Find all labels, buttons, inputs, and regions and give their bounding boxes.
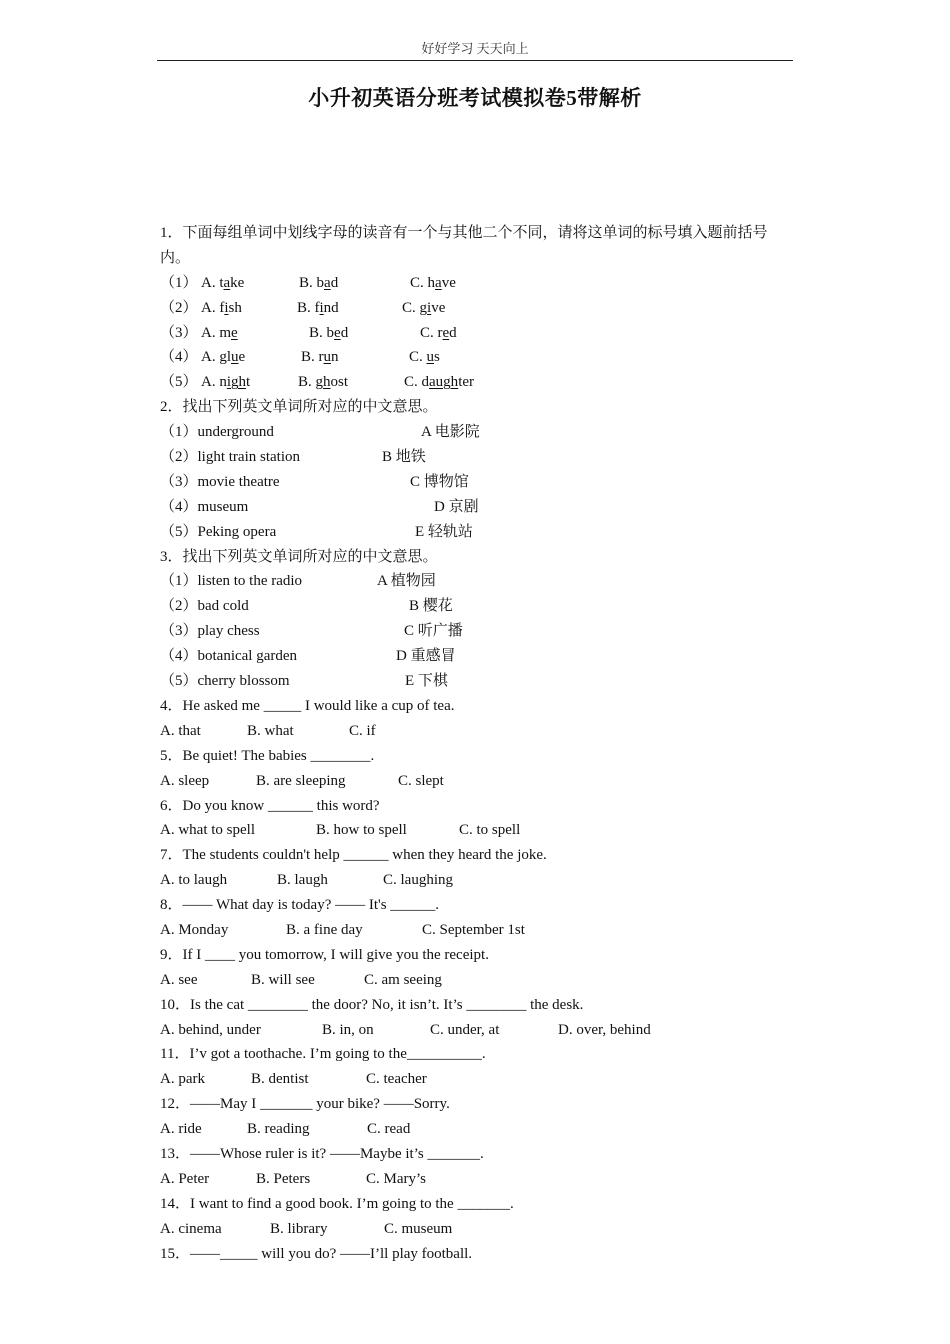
q3-row: （5）cherry blossom E 下棋 <box>160 673 448 690</box>
q3-row: （3）play chess C 听广播 <box>160 623 463 640</box>
question-options: A. behind, under B. in, on C. under, at D. over, behind <box>160 1021 651 1038</box>
q3-stem: 3．找出下列英文单词所对应的中文意思。 <box>160 548 438 565</box>
question-stem: 6．Do you know ______ this word? <box>160 797 380 814</box>
question-stem: 14．I want to find a good book. I’m going to the _______. <box>160 1195 514 1212</box>
question-stem: 5．Be quiet! The babies ________. <box>160 747 375 764</box>
q2-row: （2）light train station B 地铁 <box>160 449 426 466</box>
header-rule <box>157 60 793 61</box>
q1-row: （5） A. night B. ghost C. daughter <box>160 374 475 391</box>
question-stem: 11．I’v got a toothache. I’m going to the__________. <box>160 1046 486 1063</box>
page-header: 好好学习 天天向上 <box>421 41 529 56</box>
question-options: A. Peter B. Peters C. Mary’s <box>160 1170 426 1187</box>
q1-row: （4） A. glue B. run C. us <box>160 349 440 366</box>
question-stem: 13．——Whose ruler is it? ——Maybe it’s _______. <box>160 1145 484 1162</box>
q2-stem: 2．找出下列英文单词所对应的中文意思。 <box>160 399 438 416</box>
question-options: A. sleep B. are sleeping C. slept <box>160 772 444 789</box>
q2-row: （1）underground A 电影院 <box>160 424 480 441</box>
q1-row: （1） A. take B. bad C. have <box>160 274 456 291</box>
question-options: A. that B. what C. if <box>160 722 376 739</box>
q1-row: （2） A. fish B. find C. give <box>160 299 446 316</box>
q3-row: （1）listen to the radio A 植物园 <box>160 573 436 590</box>
question-options: A. to laugh B. laugh C. laughing <box>160 872 453 889</box>
q2-row: （5）Peking opera E 轻轨站 <box>160 523 473 540</box>
question-content <box>160 221 794 1266</box>
q1-row: （3） A. me B. bed C. red <box>160 324 457 341</box>
question-options: A. ride B. reading C. read <box>160 1121 411 1138</box>
question-stem: 8．—— What day is today? —— It's ______. <box>160 897 440 914</box>
page-title: 小升初英语分班考试模拟卷5带解析 <box>308 86 642 110</box>
q1-stem: 1．下面每组单词中划线字母的读音有一个与其他二个不同，请将这单词的标号填入题前括号内。 <box>160 225 768 266</box>
question-options: A. Monday B. a fine day C. September 1st <box>160 921 525 938</box>
question-stem: 10．Is the cat ________ the door? No, it isn’t. It’s ________ the desk. <box>160 996 584 1013</box>
question-options: A. cinema B. library C. museum <box>160 1220 453 1237</box>
question-stem: 15．——_____ will you do? ——I’ll play football. <box>160 1245 473 1262</box>
question-options: A. park B. dentist C. teacher <box>160 1071 427 1088</box>
question-stem: 9．If I ____ you tomorrow, I will give you the receipt. <box>160 946 489 963</box>
q3-row: （4）botanical garden D 重感冒 <box>160 648 456 665</box>
question-stem: 12．——May I _______ your bike? ——Sorry. <box>160 1096 450 1113</box>
q2-row: （4）museum D 京剧 <box>160 498 479 515</box>
question-options: A. what to spell B. how to spell C. to spell <box>160 822 521 839</box>
question-stem: 4．He asked me _____ I would like a cup of tea. <box>160 697 455 714</box>
q3-row: （2）bad cold B 樱花 <box>160 598 453 615</box>
q2-row: （3）movie theatre C 博物馆 <box>160 473 469 490</box>
question-stem: 7．The students couldn't help ______ when they heard the joke. <box>160 847 547 864</box>
question-options: A. see B. will see C. am seeing <box>160 971 442 988</box>
